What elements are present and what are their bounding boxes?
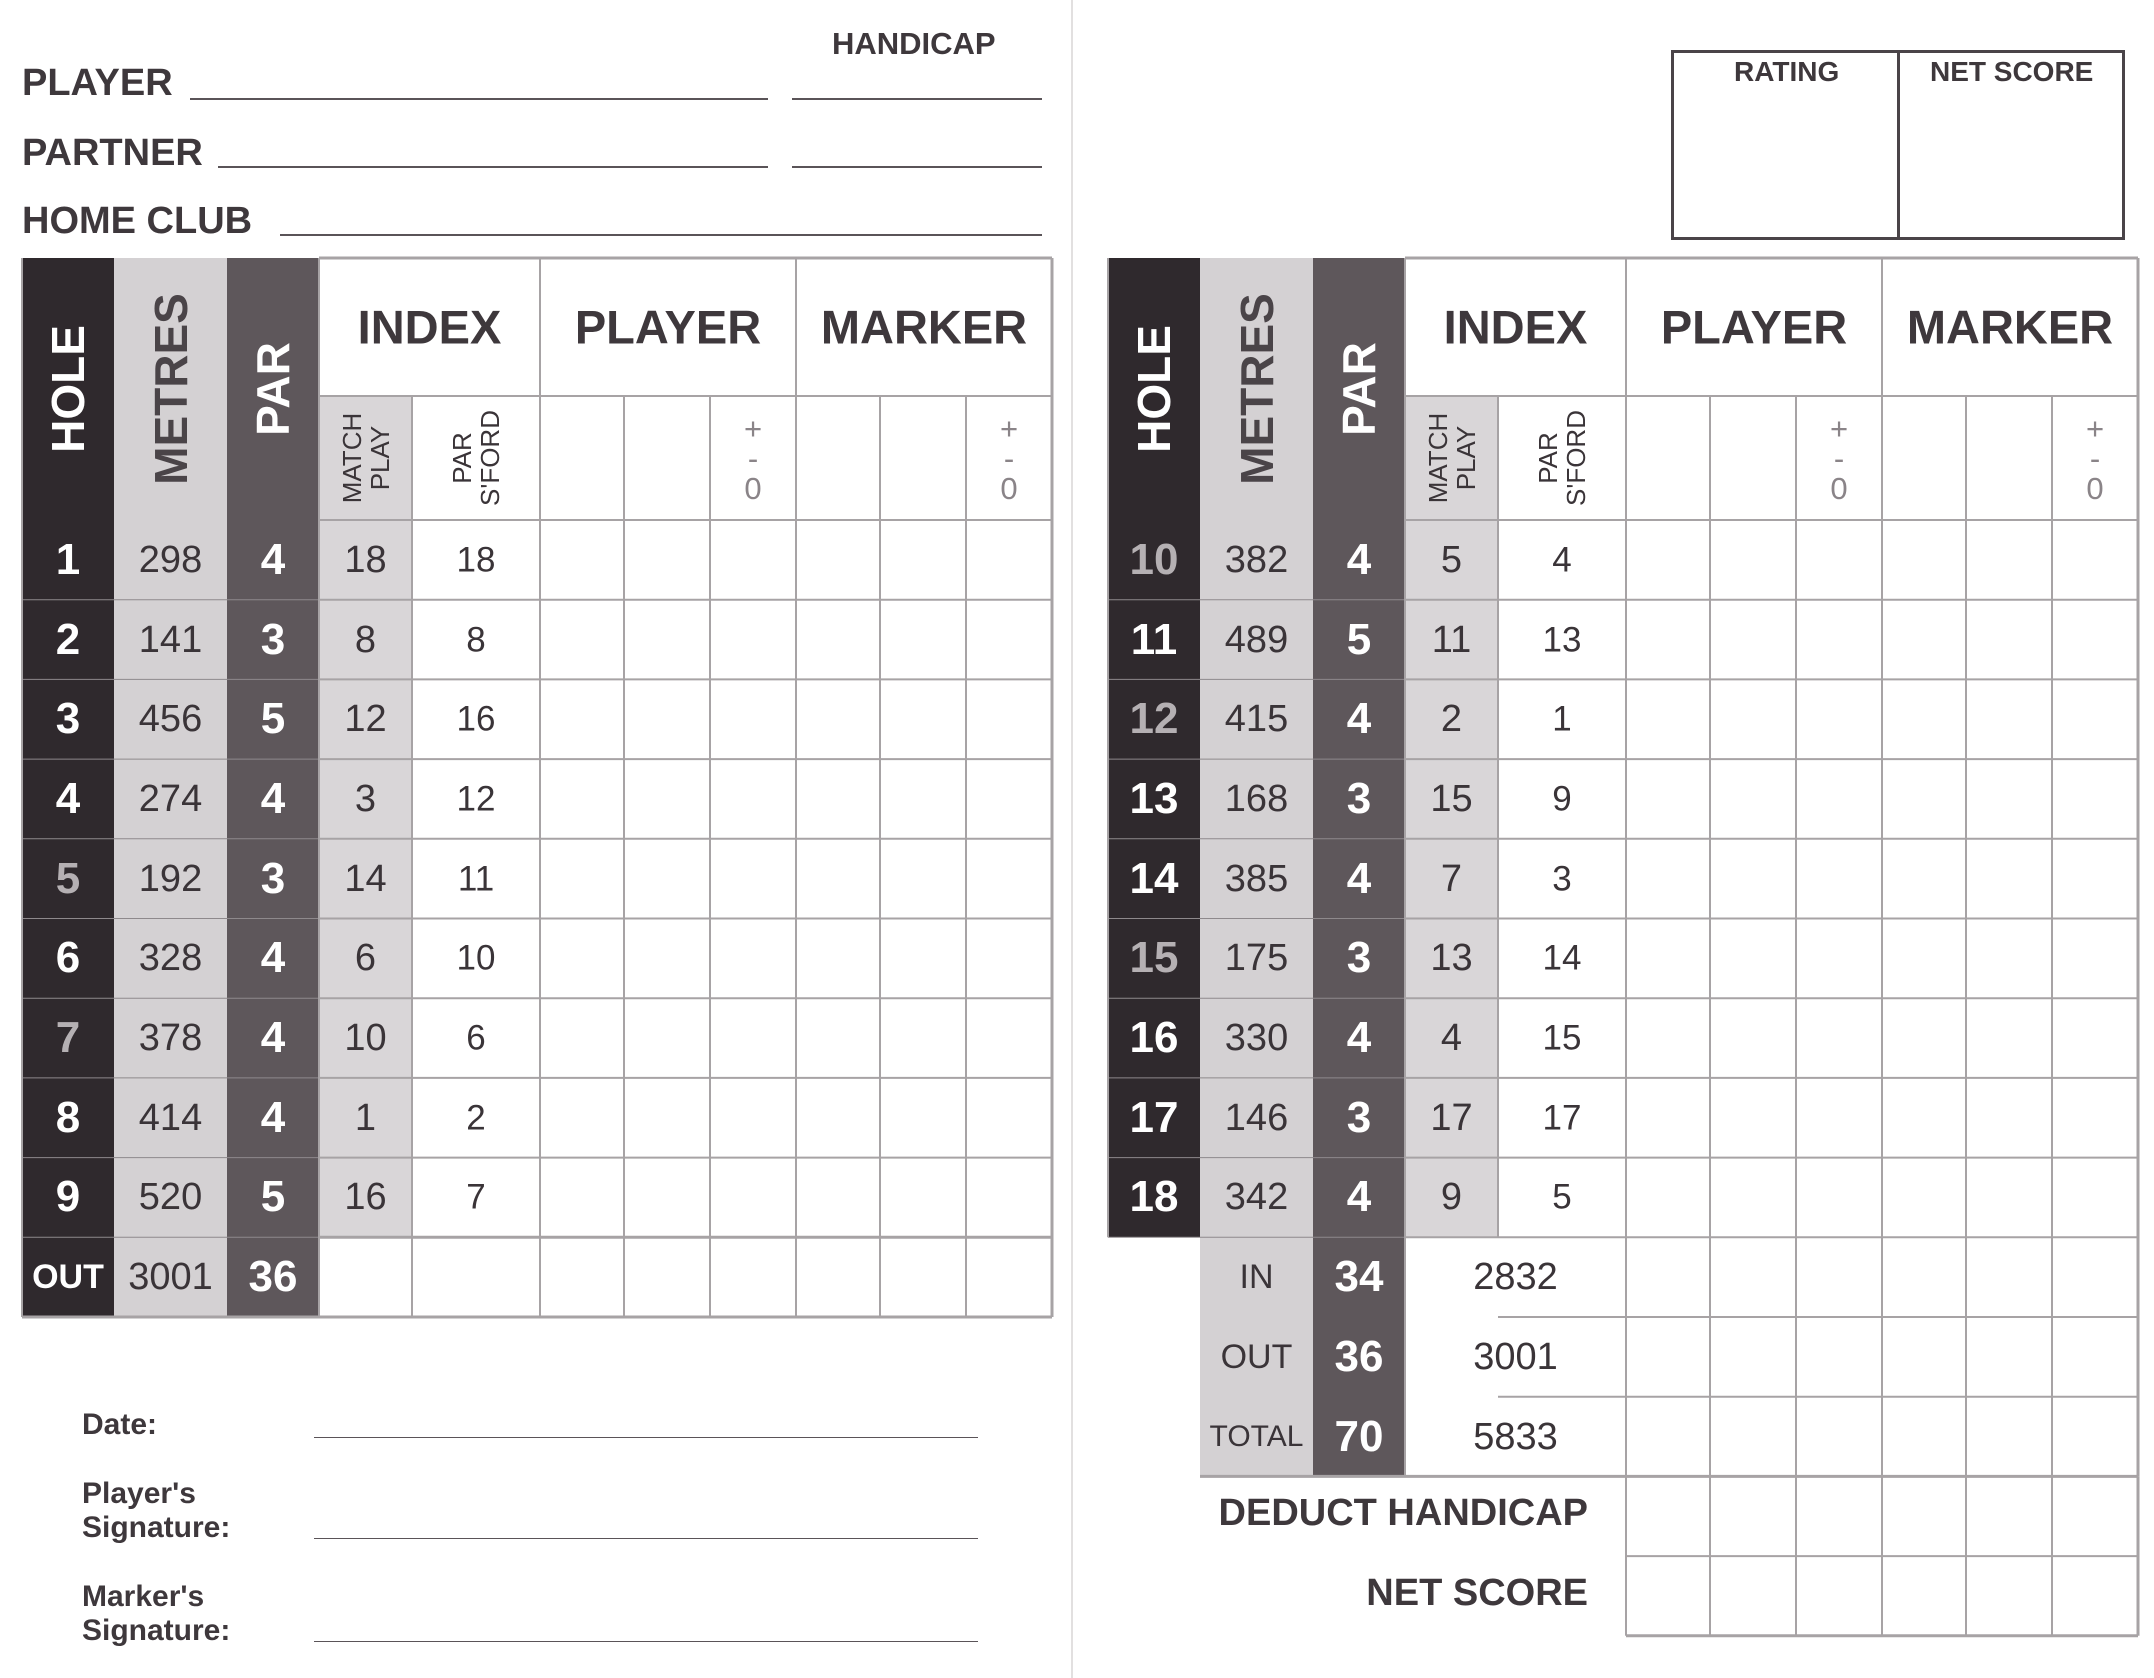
hole-number: 4 bbox=[55, 773, 81, 823]
hole-metres: 192 bbox=[138, 857, 203, 900]
total-par: 70 bbox=[1334, 1411, 1384, 1461]
metres-column-header: METRES bbox=[144, 293, 197, 485]
hole-metres: 328 bbox=[138, 937, 203, 980]
hole-metres: 415 bbox=[1224, 698, 1289, 741]
marker-plus-minus-header: + - 0 bbox=[999, 411, 1019, 506]
player-signature-label: Player's Signature: bbox=[82, 1477, 231, 1544]
hole-number: 14 bbox=[1129, 853, 1179, 903]
hole-number: 2 bbox=[55, 614, 81, 664]
hole-number: 6 bbox=[55, 933, 81, 983]
match-play-index: 9 bbox=[1440, 1176, 1463, 1219]
hole-metres: 385 bbox=[1224, 857, 1289, 900]
match-play-header: MATCH PLAY bbox=[1422, 412, 1481, 504]
hole-par: 4 bbox=[1346, 694, 1372, 744]
match-play-index: 5 bbox=[1440, 538, 1463, 581]
player-column-header: PLAYER bbox=[574, 300, 762, 354]
player-label: PLAYER bbox=[22, 62, 173, 104]
hole-metres: 146 bbox=[1224, 1096, 1289, 1139]
hole-par: 4 bbox=[1346, 534, 1372, 584]
out-label: OUT bbox=[32, 1258, 104, 1297]
hole-number: 12 bbox=[1129, 694, 1179, 744]
par-sford-header: PAR S'FORD bbox=[447, 410, 505, 506]
date-label: Date: bbox=[82, 1408, 158, 1441]
match-play-index: 3 bbox=[354, 777, 377, 820]
stableford-index: 8 bbox=[466, 620, 486, 660]
stableford-index: 2 bbox=[466, 1098, 486, 1138]
par-column-header: PAR bbox=[247, 342, 299, 436]
match-play-index: 14 bbox=[344, 857, 387, 900]
hole-number: 1 bbox=[55, 534, 81, 584]
match-play-index: 16 bbox=[344, 1176, 387, 1219]
hole-par: 4 bbox=[260, 1013, 286, 1063]
hole-number: 10 bbox=[1129, 534, 1179, 584]
hole-par: 3 bbox=[260, 614, 286, 664]
match-play-header: MATCH PLAY bbox=[336, 412, 395, 504]
hole-metres: 298 bbox=[138, 538, 203, 581]
out-par: 36 bbox=[248, 1252, 298, 1302]
player-plus-minus-header: + - 0 bbox=[743, 411, 763, 506]
hole-metres: 175 bbox=[1224, 937, 1289, 980]
stableford-index: 18 bbox=[456, 540, 496, 580]
match-play-index: 13 bbox=[1430, 937, 1473, 980]
out-metres: 3001 bbox=[1473, 1335, 1558, 1378]
match-play-index: 15 bbox=[1430, 777, 1473, 820]
hole-metres: 274 bbox=[138, 777, 203, 820]
in-label: IN bbox=[1239, 1258, 1274, 1297]
hole-number: 17 bbox=[1129, 1092, 1179, 1142]
match-play-index: 11 bbox=[1431, 618, 1472, 661]
index-column-header: INDEX bbox=[357, 300, 502, 354]
match-play-index: 18 bbox=[344, 538, 387, 581]
index-column-header: INDEX bbox=[1443, 300, 1588, 354]
stableford-index: 17 bbox=[1542, 1098, 1582, 1138]
hole-par: 3 bbox=[1346, 933, 1372, 983]
hole-number: 15 bbox=[1129, 933, 1179, 983]
hole-metres: 141 bbox=[138, 618, 203, 661]
match-play-index: 6 bbox=[354, 937, 377, 980]
match-play-index: 4 bbox=[1440, 1017, 1463, 1060]
stableford-index: 5 bbox=[1552, 1177, 1572, 1217]
hole-par: 4 bbox=[260, 773, 286, 823]
stableford-index: 16 bbox=[456, 699, 496, 739]
hole-par: 5 bbox=[260, 1172, 286, 1222]
out-par: 36 bbox=[1334, 1331, 1384, 1381]
home-club-label: HOME CLUB bbox=[22, 200, 253, 242]
hole-number: 18 bbox=[1129, 1172, 1179, 1222]
in-metres: 2832 bbox=[1473, 1256, 1558, 1299]
hole-metres: 456 bbox=[138, 698, 203, 741]
stableford-index: 14 bbox=[1542, 938, 1582, 978]
stableford-index: 13 bbox=[1542, 620, 1582, 660]
match-play-index: 10 bbox=[344, 1017, 387, 1060]
stableford-index: 9 bbox=[1552, 779, 1572, 819]
match-play-index: 12 bbox=[344, 698, 387, 741]
stableford-index: 15 bbox=[1542, 1018, 1582, 1058]
hole-metres: 378 bbox=[138, 1017, 203, 1060]
hole-par: 4 bbox=[1346, 1172, 1372, 1222]
hole-par: 3 bbox=[260, 853, 286, 903]
out-label: OUT bbox=[1220, 1337, 1293, 1376]
in-par: 34 bbox=[1334, 1252, 1384, 1302]
stableford-index: 3 bbox=[1552, 859, 1572, 899]
hole-metres: 489 bbox=[1224, 618, 1289, 661]
player-column-header: PLAYER bbox=[1660, 300, 1848, 354]
hole-par: 4 bbox=[260, 933, 286, 983]
date-line[interactable] bbox=[314, 1437, 978, 1438]
match-play-index: 2 bbox=[1440, 698, 1463, 741]
hole-metres: 342 bbox=[1224, 1176, 1289, 1219]
hole-par: 4 bbox=[260, 1092, 286, 1142]
net-score-box-label: NET SCORE bbox=[1930, 56, 2094, 87]
hole-number: 8 bbox=[55, 1092, 81, 1142]
hole-number: 5 bbox=[55, 853, 81, 903]
stableford-index: 1 bbox=[1552, 699, 1572, 739]
hole-metres: 382 bbox=[1224, 538, 1289, 581]
hole-column-header: HOLE bbox=[1128, 325, 1180, 453]
marker-signature-label: Marker's Signature: bbox=[82, 1580, 231, 1647]
hole-number: 11 bbox=[1130, 614, 1178, 664]
par-column-header: PAR bbox=[1333, 342, 1385, 436]
marker-column-header: MARKER bbox=[1906, 300, 2114, 354]
marker-plus-minus-header: + - 0 bbox=[2085, 411, 2105, 506]
out-metres: 3001 bbox=[128, 1256, 213, 1299]
net-score-label: NET SCORE bbox=[1366, 1572, 1588, 1614]
par-sford-header: PAR S'FORD bbox=[1533, 410, 1591, 506]
handicap-label: HANDICAP bbox=[832, 26, 996, 61]
hole-column-header: HOLE bbox=[42, 325, 94, 453]
hole-number: 3 bbox=[55, 694, 81, 744]
hole-metres: 168 bbox=[1224, 777, 1289, 820]
stableford-index: 10 bbox=[456, 938, 496, 978]
hole-par: 4 bbox=[260, 534, 286, 584]
match-play-index: 1 bbox=[354, 1096, 377, 1139]
marker-column-header: MARKER bbox=[820, 300, 1028, 354]
player-plus-minus-header: + - 0 bbox=[1829, 411, 1849, 506]
hole-metres: 330 bbox=[1224, 1017, 1289, 1060]
hole-par: 5 bbox=[1346, 614, 1372, 664]
partner-label: PARTNER bbox=[22, 132, 203, 174]
hole-number: 13 bbox=[1129, 773, 1179, 823]
match-play-index: 8 bbox=[354, 618, 377, 661]
match-play-index: 17 bbox=[1430, 1096, 1473, 1139]
hole-metres: 520 bbox=[138, 1176, 203, 1219]
stableford-index: 12 bbox=[456, 779, 496, 819]
hole-par: 3 bbox=[1346, 773, 1372, 823]
stableford-index: 11 bbox=[457, 859, 495, 899]
hole-par: 4 bbox=[1346, 1013, 1372, 1063]
hole-number: 7 bbox=[55, 1013, 81, 1063]
hole-metres: 414 bbox=[138, 1096, 203, 1139]
hole-par: 3 bbox=[1346, 1092, 1372, 1142]
deduct-handicap-label: DEDUCT HANDICAP bbox=[1218, 1492, 1588, 1534]
player-signature-line[interactable] bbox=[314, 1538, 978, 1539]
hole-number: 16 bbox=[1129, 1013, 1179, 1063]
total-label: TOTAL bbox=[1209, 1419, 1304, 1453]
total-metres: 5833 bbox=[1473, 1415, 1558, 1458]
hole-par: 5 bbox=[260, 694, 286, 744]
stableford-index: 4 bbox=[1552, 540, 1572, 580]
marker-signature-line[interactable] bbox=[314, 1641, 978, 1642]
match-play-index: 7 bbox=[1440, 857, 1463, 900]
metres-column-header: METRES bbox=[1230, 293, 1283, 485]
stableford-index: 6 bbox=[466, 1018, 486, 1058]
stableford-index: 7 bbox=[466, 1177, 486, 1217]
hole-number: 9 bbox=[55, 1172, 81, 1222]
hole-par: 4 bbox=[1346, 853, 1372, 903]
rating-label: RATING bbox=[1734, 56, 1840, 87]
